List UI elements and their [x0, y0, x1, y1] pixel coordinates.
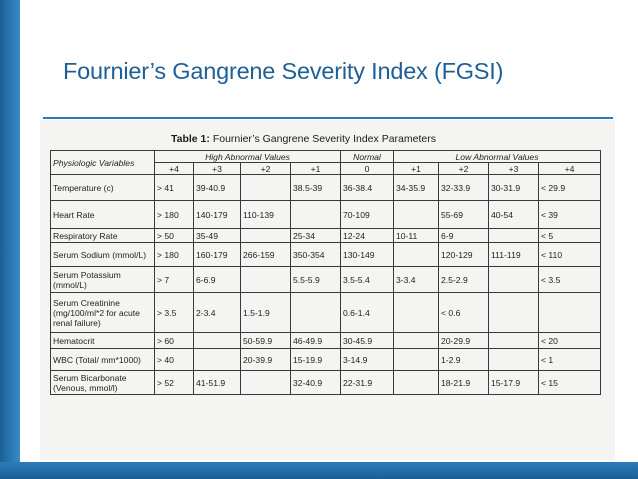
slide-title: Fournier’s Gangrene Severity Index (FGSI)	[63, 58, 504, 84]
low-abnormal-values-header: Low Abnormal Values	[394, 151, 601, 163]
variable-name-cell: Serum Sodium (mmol/L)	[51, 243, 155, 267]
value-cell	[489, 229, 539, 243]
value-cell: 32-33.9	[439, 175, 489, 201]
value-cell	[394, 349, 439, 371]
value-cell	[291, 201, 341, 229]
table-row	[51, 175, 601, 201]
value-cell	[394, 201, 439, 229]
value-cell: 41-51.9	[194, 371, 241, 395]
value-cell	[489, 333, 539, 349]
value-cell: 22-31.9	[341, 371, 394, 395]
value-cell: > 40	[155, 349, 194, 371]
table-caption-text: Fournier’s Gangrene Severity Index Parameters	[209, 133, 436, 145]
value-cell: 20-29.9	[439, 333, 489, 349]
variable-name-cell: Serum Creatinine (mg/100/ml*2 for acute renal failure)	[51, 293, 155, 333]
score-header: +1	[394, 163, 439, 175]
value-cell: < 110	[539, 243, 601, 267]
table-row	[51, 333, 601, 349]
value-cell: 350-354	[291, 243, 341, 267]
value-cell	[241, 229, 291, 243]
value-cell: 120-129	[439, 243, 489, 267]
value-cell	[489, 267, 539, 293]
value-cell: 25-34	[291, 229, 341, 243]
value-cell: 130-149	[341, 243, 394, 267]
value-cell: > 3.5	[155, 293, 194, 333]
value-cell: < 39	[539, 201, 601, 229]
value-cell: 30-45.9	[341, 333, 394, 349]
value-cell	[241, 267, 291, 293]
value-cell: 36-38.4	[341, 175, 394, 201]
variable-name-cell: Serum Bicarbonate (Venous, mmol/l)	[51, 371, 155, 395]
value-cell: < 15	[539, 371, 601, 395]
value-cell	[394, 333, 439, 349]
value-cell: 3.5-5.4	[341, 267, 394, 293]
normal-values-header: Normal	[341, 151, 394, 163]
value-cell: 1-2.9	[439, 349, 489, 371]
title-divider	[43, 117, 613, 119]
value-cell: 38.5-39	[291, 175, 341, 201]
value-cell: 6-6.9	[194, 267, 241, 293]
value-cell: 39-40.9	[194, 175, 241, 201]
variable-name-cell: Temperature (c)	[51, 175, 155, 201]
value-cell: 5.5-5.9	[291, 267, 341, 293]
value-cell: 160-179	[194, 243, 241, 267]
score-header: +1	[291, 163, 341, 175]
variable-name-cell: Heart Rate	[51, 201, 155, 229]
value-cell: 18-21.9	[439, 371, 489, 395]
table-row	[51, 229, 601, 243]
slide-left-accent-band	[0, 0, 20, 479]
table-header-groups-row	[51, 151, 601, 163]
value-cell: < 1	[539, 349, 601, 371]
table-row	[51, 293, 601, 333]
value-cell: 20-39.9	[241, 349, 291, 371]
value-cell: > 50	[155, 229, 194, 243]
value-cell: 70-109	[341, 201, 394, 229]
variable-name-cell: WBC (Total/ mm*1000)	[51, 349, 155, 371]
table-row	[51, 371, 601, 395]
value-cell: > 7	[155, 267, 194, 293]
value-cell: 266-159	[241, 243, 291, 267]
value-cell: 15-17.9	[489, 371, 539, 395]
fgsi-parameters-table	[50, 150, 601, 395]
variable-name-cell: Hematocrit	[51, 333, 155, 349]
value-cell: > 180	[155, 201, 194, 229]
value-cell: 40-54	[489, 201, 539, 229]
value-cell: 12-24	[341, 229, 394, 243]
score-header: 0	[341, 163, 394, 175]
physiologic-variables-header: Physiologic Variables	[51, 151, 155, 175]
value-cell: < 3.5	[539, 267, 601, 293]
value-cell	[394, 293, 439, 333]
value-cell: 55-69	[439, 201, 489, 229]
value-cell	[194, 349, 241, 371]
value-cell: 111-119	[489, 243, 539, 267]
value-cell: 3-14.9	[341, 349, 394, 371]
value-cell: > 41	[155, 175, 194, 201]
score-header: +4	[155, 163, 194, 175]
table-row	[51, 267, 601, 293]
value-cell: > 180	[155, 243, 194, 267]
value-cell	[489, 293, 539, 333]
value-cell: 140-179	[194, 201, 241, 229]
value-cell: < 20	[539, 333, 601, 349]
value-cell: 2-3.4	[194, 293, 241, 333]
table-row	[51, 243, 601, 267]
variable-name-cell: Respiratory Rate	[51, 229, 155, 243]
value-cell: 1.5-1.9	[241, 293, 291, 333]
table-caption-label: Table 1:	[171, 133, 210, 145]
value-cell	[394, 243, 439, 267]
value-cell: 3-3.4	[394, 267, 439, 293]
variable-name-cell: Serum Potassium (mmol/L)	[51, 267, 155, 293]
value-cell	[194, 333, 241, 349]
value-cell: 0.6-1.4	[341, 293, 394, 333]
value-cell: 15-19.9	[291, 349, 341, 371]
slide-bottom-accent-band	[0, 462, 638, 479]
value-cell: > 60	[155, 333, 194, 349]
value-cell: 110-139	[241, 201, 291, 229]
value-cell: > 52	[155, 371, 194, 395]
value-cell: 2.5-2.9	[439, 267, 489, 293]
value-cell: 46-49.9	[291, 333, 341, 349]
value-cell	[241, 175, 291, 201]
table-caption	[171, 133, 436, 145]
score-header: +2	[241, 163, 291, 175]
table-row	[51, 349, 601, 371]
value-cell: 6-9	[439, 229, 489, 243]
score-header: +4	[539, 163, 601, 175]
value-cell	[394, 371, 439, 395]
table-row	[51, 201, 601, 229]
value-cell	[539, 293, 601, 333]
value-cell	[489, 349, 539, 371]
score-header: +3	[489, 163, 539, 175]
value-cell: 35-49	[194, 229, 241, 243]
value-cell: < 29.9	[539, 175, 601, 201]
score-header: +2	[439, 163, 489, 175]
value-cell: 10-11	[394, 229, 439, 243]
value-cell: 50-59.9	[241, 333, 291, 349]
value-cell: 34-35.9	[394, 175, 439, 201]
value-cell: 32-40.9	[291, 371, 341, 395]
value-cell: < 5	[539, 229, 601, 243]
score-header: +3	[194, 163, 241, 175]
value-cell: < 0.6	[439, 293, 489, 333]
value-cell: 30-31.9	[489, 175, 539, 201]
value-cell	[291, 293, 341, 333]
high-abnormal-values-header: High Abnormal Values	[155, 151, 341, 163]
value-cell	[241, 371, 291, 395]
